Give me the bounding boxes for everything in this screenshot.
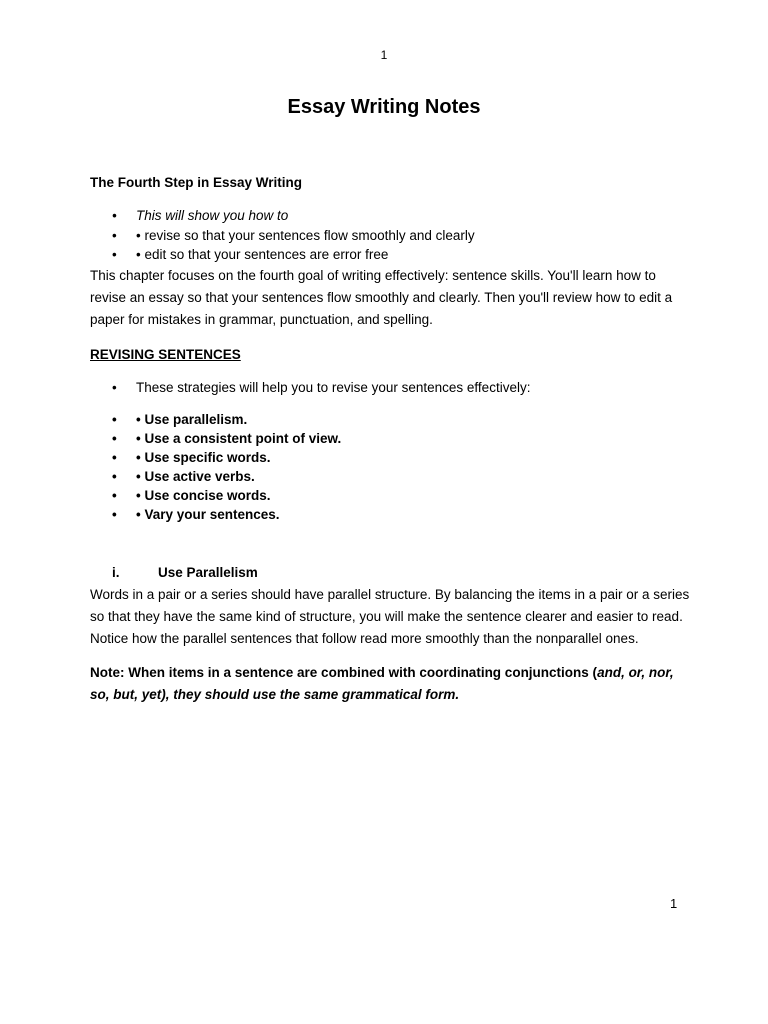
- header-page-number: 1: [380, 48, 388, 62]
- parallelism-paragraph: Words in a pair or a series should have parallel structure. By balancing the items in a pair or a series so that they have the same kind of structure, you will make the sentence clearer and easier to read. Notice how the parallel sentences that follow read more smoothly than the nonparallel ones.: [90, 587, 690, 646]
- list-item: • • Use parallelism.: [90, 410, 690, 429]
- list-item: • • Use concise words.: [90, 486, 690, 505]
- chapter-paragraph: This chapter focuses on the fourth goal of writing effectively: sentence skills. You'll learn how to revise an essay so that your sentences flow smoothly and clearly. Then you'll review how to edit a paper for mistakes in grammar, punctuation, and spelling.: [90, 267, 673, 327]
- section-heading: REVISING SENTENCES: [90, 346, 241, 362]
- list-item: • This will show you how to: [90, 206, 690, 226]
- document-title: Essay Writing Notes: [287, 96, 481, 118]
- document-content: [90, 172, 690, 720]
- numbered-heading: [90, 562, 690, 584]
- list-item: • • revise so that your sentences flow smoothly and clearly: [90, 226, 690, 246]
- footer-page-number: 1: [670, 896, 678, 911]
- heading-label: Use Parallelism: [158, 565, 258, 580]
- note-prefix: Note: When items in a sentence are combined with coordinating conjunctions (: [90, 665, 598, 680]
- list-item: • • edit so that your sentences are error free: [90, 245, 690, 265]
- subheading: The Fourth Step in Essay Writing: [90, 175, 303, 190]
- note-emphasis: and, or, nor, so, but, yet), they should use the same grammatical form.: [90, 665, 674, 702]
- list-item: • • Use a consistent point of view.: [90, 429, 690, 448]
- heading-number: i.: [112, 565, 120, 580]
- strategies-list: [90, 410, 690, 524]
- list-item: • • Use specific words.: [90, 448, 690, 467]
- list-item: • These strategies will help you to revise your sentences effectively:: [90, 378, 690, 398]
- strategies-intro-list: [90, 378, 690, 398]
- list-item: • • Use active verbs.: [90, 467, 690, 486]
- note-paragraph: [90, 662, 690, 706]
- intro-bullet-list: [90, 206, 690, 265]
- list-item: • • Vary your sentences.: [90, 505, 690, 524]
